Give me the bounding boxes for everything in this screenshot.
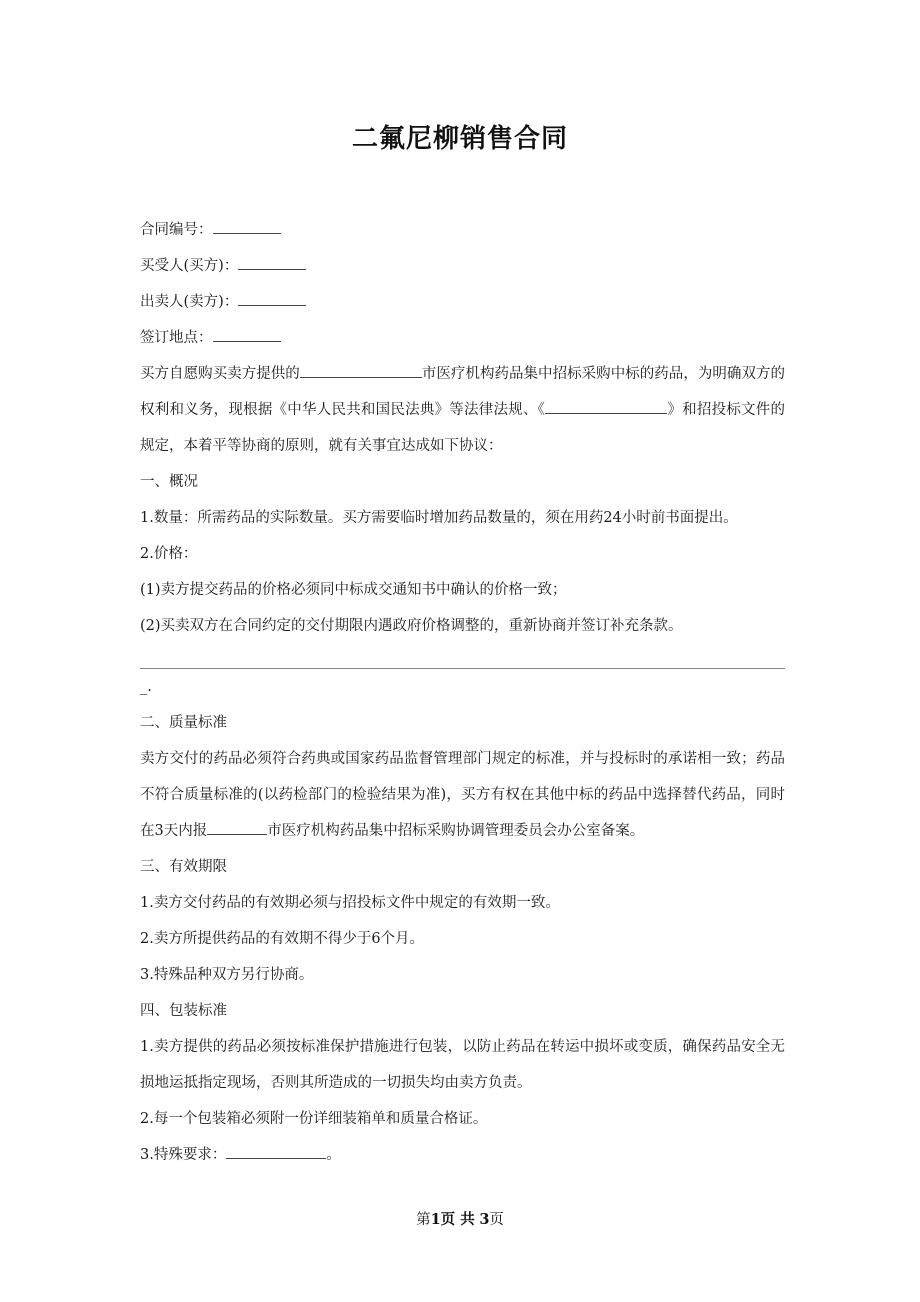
- section4-item1: 1.卖方提供的药品必须按标准保护措施进行包装，以防止药品在转运中损坏或变质，确保药品安全无损地运抵指定现场，否则其所造成的一切损失均由卖方负责。: [140, 1039, 785, 1091]
- section4-item3-end: 。: [326, 1147, 341, 1163]
- section1-item2a: (1)卖方提交药品的价格必须同中标成交通知书中确认的价格一致；: [140, 582, 567, 598]
- section4-item3: [140, 1137, 785, 1173]
- intro-paragraph: [140, 356, 785, 464]
- section3-item3: 3.特殊品种双方另行协商。: [140, 967, 314, 983]
- section1-item2b: (2)买卖双方在合同约定的交付期限内遇政府价格调整的，重新协商并签订补充条款。: [140, 618, 683, 634]
- section3-item2: 2.卖方所提供药品的有效期不得少于6个月。: [140, 931, 425, 947]
- section1-trailer: _.: [140, 679, 152, 695]
- document-body: [140, 212, 785, 1173]
- section2-paragraph: [140, 741, 785, 849]
- footer-total-pages: 3: [479, 1211, 490, 1228]
- section2-part2: 市医疗机构药品集中招标采购协调管理委员会办公室备案。: [267, 823, 645, 839]
- contract-number-label: 合同编号：: [140, 222, 213, 238]
- section1-item1: 1.数量：所需药品的实际数量。买方需要临时增加药品数量的，须在用药24小时前书面提出。: [140, 510, 738, 526]
- intro-part1: 买方自愿购买卖方提供的: [140, 366, 300, 382]
- footer-current-page: 1: [430, 1211, 441, 1228]
- section3-item1: 1.卖方交付药品的有效期必须与招投标文件中规定的有效期一致。: [140, 895, 560, 911]
- seller-blank: [238, 289, 306, 306]
- signing-place-field: [140, 320, 785, 356]
- buyer-blank: [238, 253, 306, 270]
- buyer-label: 买受人(买方)：: [140, 258, 239, 274]
- section4-item2: 2.每一个包装箱必须附一份详细装箱单和质量合格证。: [140, 1111, 488, 1127]
- contract-number-field: [140, 212, 785, 248]
- footer-suffix: 页: [489, 1212, 504, 1228]
- section3-heading: 三、有效期限: [140, 859, 227, 875]
- buyer-field: [140, 248, 785, 284]
- signing-place-label: 签订地点：: [140, 330, 213, 346]
- fill-in-rule: [140, 650, 785, 669]
- intro-city-blank: [300, 361, 422, 378]
- contract-number-blank: [213, 217, 281, 234]
- section4-heading: 四、包装标准: [140, 1003, 227, 1019]
- intro-doc-blank: [545, 397, 667, 414]
- document-title: 二氟尼柳销售合同: [351, 124, 568, 154]
- intro-part3: 》和招投标文件的规定，本着平等协商的原则，就有关事宜达成如下协议：: [140, 402, 786, 454]
- intro-part2: 市医疗机构药品集中招标采购中标的药品，为明确双方的权利和义务，现根据《中华人民共和国民法典》等法律法规、《: [140, 366, 786, 418]
- seller-label: 出卖人(卖方)：: [140, 294, 239, 310]
- footer-prefix: 第: [416, 1212, 431, 1228]
- section2-heading: 二、质量标准: [140, 715, 227, 731]
- section4-item3-label: 3.特殊要求：: [140, 1147, 227, 1163]
- seller-field: [140, 284, 785, 320]
- section1-heading: 一、概况: [140, 474, 198, 490]
- signing-place-blank: [213, 325, 281, 342]
- page-footer: [0, 1208, 920, 1229]
- section2-city-blank: [207, 818, 267, 835]
- section2-part1: 卖方交付的药品必须符合药典或国家药品监督管理部门规定的标准，并与投标时的承诺相一致；药品不符合质量标准的(以药检部门的检验结果为准)，买方有权在其他中标的药品中选择替代药品，同时在3天内报: [140, 751, 785, 839]
- section1-item2: 2.价格：: [140, 546, 198, 562]
- footer-middle: 页 共: [440, 1211, 475, 1228]
- special-requirements-blank: [226, 1142, 326, 1159]
